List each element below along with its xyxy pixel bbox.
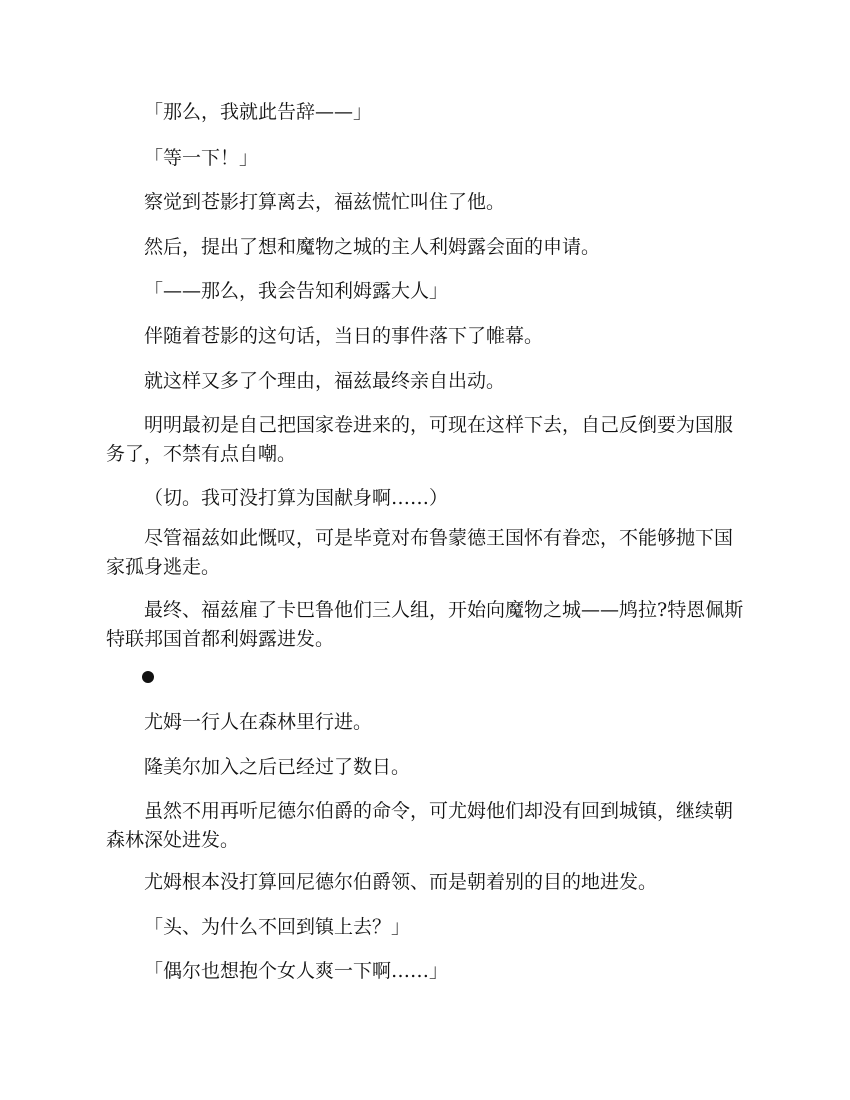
paragraph: 尽管福兹如此慨叹，可是毕竟对布鲁蒙德王国怀有眷恋，不能够抛下国家孤身逃走。: [106, 527, 734, 578]
paragraph: （切。我可没打算为国献身啊……）: [144, 487, 449, 509]
paragraph: 就这样又多了个理由，福兹最终亲自出动。: [144, 370, 506, 392]
paragraph: 最终、福兹雇了卡巴鲁他们三人组，开始向魔物之城——鸠拉?特恩佩斯特联邦国首都利姆露进发。: [106, 599, 744, 650]
paragraph: 尤姆一行人在森林里行进。: [144, 711, 373, 733]
paragraph: 「头、为什么不回到镇上去？」: [144, 916, 411, 938]
paragraph: 隆美尔加入之后已经过了数日。: [144, 756, 411, 778]
paragraph: 然后，提出了想和魔物之城的主人利姆露会面的申请。: [144, 236, 601, 258]
paragraph: 「那么，我就此告辞——」: [144, 101, 373, 123]
paragraph: 察觉到苍影打算离去，福兹慌忙叫住了他。: [144, 191, 506, 213]
section-break-bullet: [142, 671, 154, 683]
paragraph: 尤姆根本没打算回尼德尔伯爵领、而是朝着别的目的地进发。: [144, 871, 658, 893]
paragraph: 明明最初是自己把国家卷进来的，可现在这样下去，自己反倒要为国服务了，不禁有点自嘲。: [106, 414, 734, 465]
paragraph: 「等一下！」: [144, 147, 259, 169]
paragraph: 虽然不用再听尼德尔伯爵的命令，可尤姆他们却没有回到城镇，继续朝森林深处进发。: [106, 800, 734, 851]
paragraph: 「——那么，我会告知利姆露大人」: [144, 280, 449, 302]
paragraph: 「偶尔也想抱个女人爽一下啊……」: [144, 960, 449, 982]
paragraph: 伴随着苍影的这句话，当日的事件落下了帷幕。: [144, 325, 544, 347]
